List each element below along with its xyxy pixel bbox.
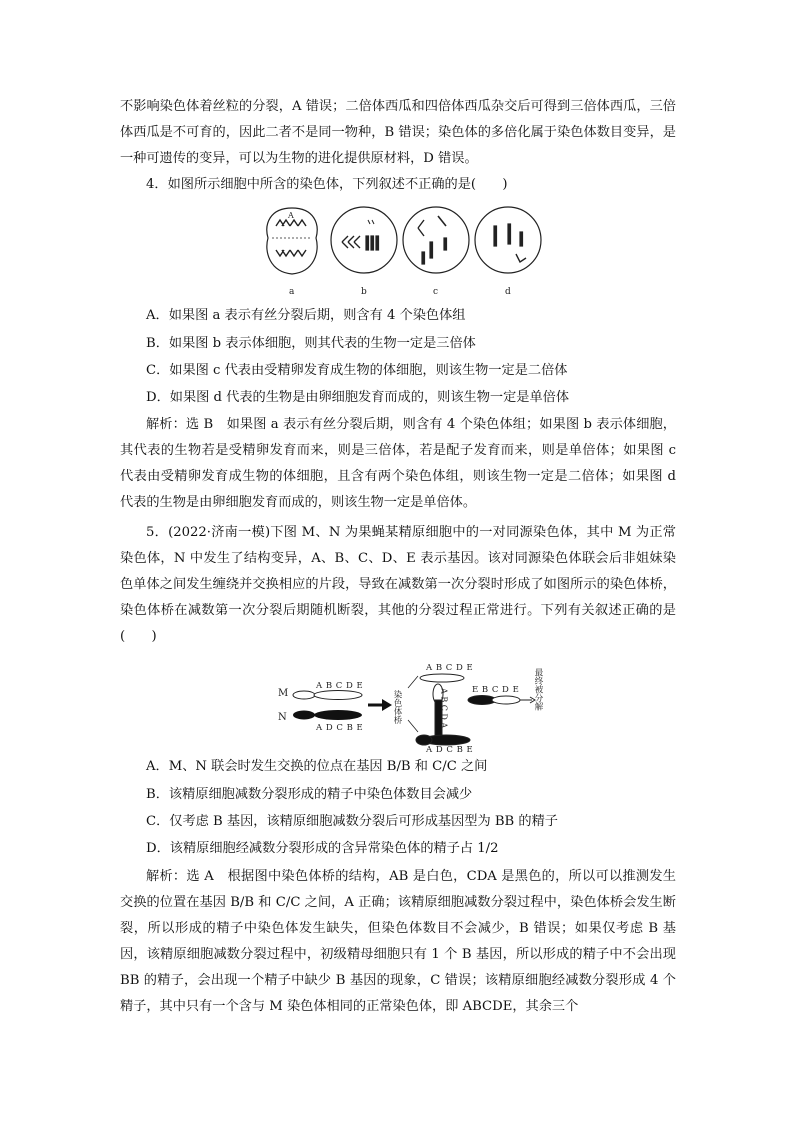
m-label: M <box>278 688 289 699</box>
q5-option-a: A．M、N 联会时发生交换的位点在基因 B/B 和 C/C 之间 <box>146 759 488 774</box>
question-4-figure <box>258 202 548 300</box>
q4-option-d: D．如果图 d 代表的生物是由卵细胞发育而成的，则该生物一定是单倍体 <box>146 390 570 405</box>
label-b: b <box>361 287 367 297</box>
q5-option-b: B．该精原细胞减数分裂形成的精子中染色体数目会减少 <box>146 787 473 802</box>
svg-text:A: A <box>288 211 294 220</box>
bridge-label: 染色体桥 <box>392 690 402 724</box>
question-5-stem: 5．(2022·济南一模)下图 M、N 为果蝇某精原细胞中的一对同源染色体，其中 M 为正常染色体，N 中发生了结构变异，A、B、C、D、E 表示基因。该对同源染色体联会后非姐妹染色单体之间发生缠绕并交换相应的片段，导致在减数第一次分裂时形成了如图所示的染色体桥，染色体桥在减数第一次分裂后期随机断裂，其他的分裂过程正常进行。下列有关叙述正确的是( ) <box>120 525 676 644</box>
fragment-chromosome <box>468 696 520 705</box>
question-4-analysis: 解析：选 B 如果图 a 表示有丝分裂后期，则含有 4 个染色体组；如果图 b 表示体细胞，其代表的生物若是受精卵发育而来，则是三倍体，若是配子发育而来，则是单倍体；如果图 c 代表由受精卵发育成生物的体细胞，且含有两个染色体组，则该生物一定是二倍体；如果图 d 代表的生物是由卵细胞发育而成的，则该生物一定是单倍体。 <box>120 417 681 510</box>
label-a: a <box>289 287 295 297</box>
question-5-analysis: 解析：选 A 根据图中染色体桥的结构，AB 是白色，CDA 是黑色的，所以可以推测发生交换的位置在基因 B/B 和 C/C 之间，A 正确；该精原细胞减数分裂过程中，染色体桥会发生断裂，所以形成的精子中染色体发生缺失，但染色体数目不会减少，B 错误；如果仅考虑 B 基因，该精原细胞减数分裂过程中，初级精母细胞只有 1 个 B 基因，所以形成的精子中不会出现 BB 的精子，会出现一个精子中缺少 B 基因的现象，C 错误；该精原细胞经减数分裂形成 4 个精子，其中只有一个含与 M 染色体相同的正常染色体，即 ABCDE，其余三个 <box>120 869 681 1014</box>
n-chromosome <box>293 710 362 720</box>
m-genes: A B C D E <box>316 681 364 691</box>
cell-d <box>475 207 541 273</box>
q4-option-c: C．如果图 c 代表由受精卵发育成生物的体细胞，则该生物一定是二倍体 <box>146 363 568 378</box>
n-label: N <box>278 712 287 723</box>
carry-over-paragraph: 不影响染色体着丝粒的分裂，A 错误；二倍体西瓜和四倍体西瓜杂交后可得到三倍体西瓜，三倍体西瓜是不可育的，因此二者不是同一物种，B 错误；染色体的多倍化属于染色体数目变异，是一种可遗传的变异，可以为生物的进化提供原材料，D 错误。 <box>120 99 676 166</box>
m-chromosome <box>293 691 362 700</box>
fragment-genes: E B C D E <box>472 685 520 695</box>
cell-b <box>331 207 397 273</box>
q5-option-c: C．仅考虑 B 基因，该精原细胞减数分裂后可形成基因型为 BB 的精子 <box>146 814 558 829</box>
bottom-genes: A D C B E <box>426 745 474 752</box>
q4-option-a: A．如果图 a 表示有丝分裂后期，则含有 4 个染色体组 <box>146 308 466 323</box>
question-5-figure <box>276 660 566 752</box>
vertical-genes: A B C D A <box>439 688 449 729</box>
cell-a <box>267 208 317 274</box>
label-c: c <box>433 287 439 297</box>
question-4-stem: 4．如图所示细胞中所含的染色体，下列叙述不正确的是( ) <box>146 177 508 192</box>
top-genes: A B C D E <box>426 663 474 673</box>
q5-option-d: D．该精原细胞经减数分裂形成的含异常染色体的精子占 1/2 <box>146 841 499 856</box>
final-label: 最终被分解 <box>533 668 543 711</box>
n-genes: A D C B E <box>316 723 364 733</box>
arrow-icon <box>368 699 392 711</box>
label-d: d <box>505 287 511 297</box>
q4-option-b: B．如果图 b 表示体细胞，则其代表的生物一定是三倍体 <box>146 336 476 351</box>
cell-c <box>403 207 469 273</box>
